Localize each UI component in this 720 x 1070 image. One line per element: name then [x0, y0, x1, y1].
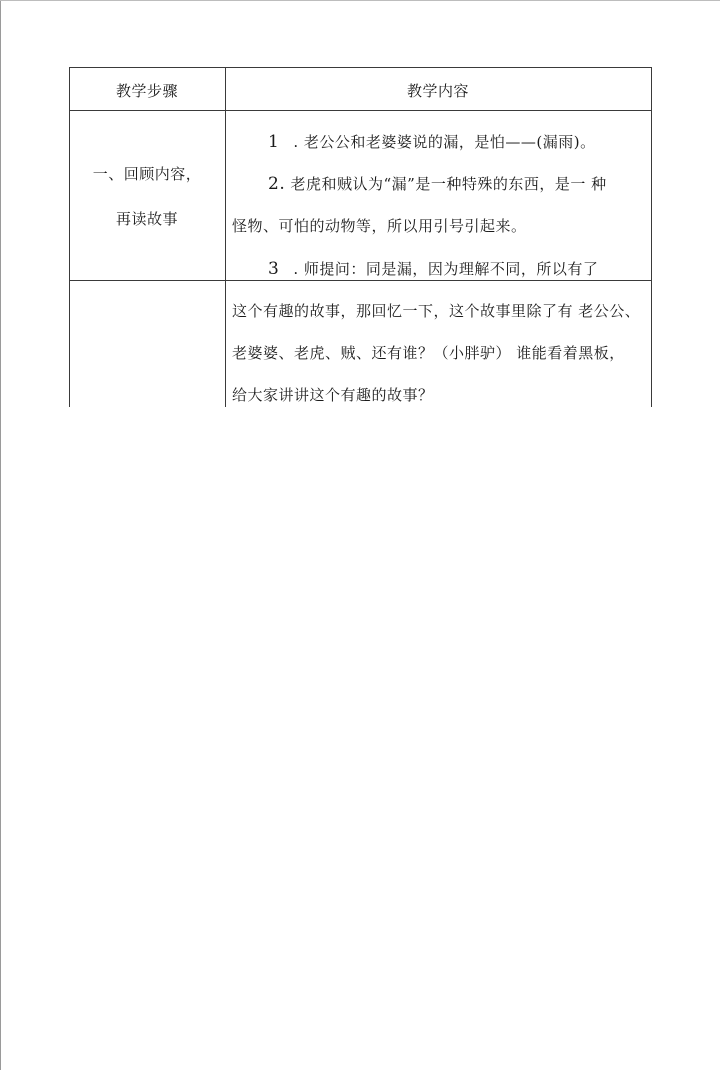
- table-border-top: [69, 67, 651, 68]
- step-label-line1: 一、回顾内容，: [92, 165, 202, 183]
- item1-number: 1: [268, 132, 280, 152]
- content-item1: [268, 131, 596, 152]
- table-border-right: [651, 67, 652, 407]
- page-edge-left: [0, 0, 1, 1070]
- item2-text-line1: 老虎和贼认为“漏”是一种特殊的东西，是一 种: [290, 175, 607, 193]
- column-divider: [225, 67, 226, 407]
- content-item3: [268, 258, 598, 279]
- header-row-divider: [69, 110, 651, 111]
- item1-text: . 老公公和老婆婆说的漏，是怕——(漏雨)。: [293, 133, 596, 151]
- item3-text: . 师提问：同是漏，因为理解不同，所以有了: [293, 260, 599, 278]
- item2-number: 2.: [268, 174, 286, 194]
- item3-number: 3: [268, 259, 280, 279]
- content-continued-line1: 这个有趣的故事，那回忆一下，这个故事里除了有 老公公、: [232, 302, 641, 320]
- table-border-left: [69, 67, 70, 407]
- page-edge-top: [0, 0, 720, 1]
- header-teaching-content: 教学内容: [406, 82, 469, 100]
- content-item2-line2: 怪物、可怕的动物等，所以用引号引起来。: [232, 217, 527, 235]
- header-teaching-steps: 教学步骤: [115, 82, 178, 100]
- content-continued-line3: 给大家讲讲这个有趣的故事？: [232, 386, 434, 404]
- content-continued-line2: 老婆婆、老虎、贼、还有谁？（小胖驴） 谁能看着黑板，: [232, 344, 625, 362]
- step-label-line2: 再读故事: [115, 210, 178, 228]
- content-item2-line1: [268, 173, 607, 194]
- row-divider: [69, 280, 651, 281]
